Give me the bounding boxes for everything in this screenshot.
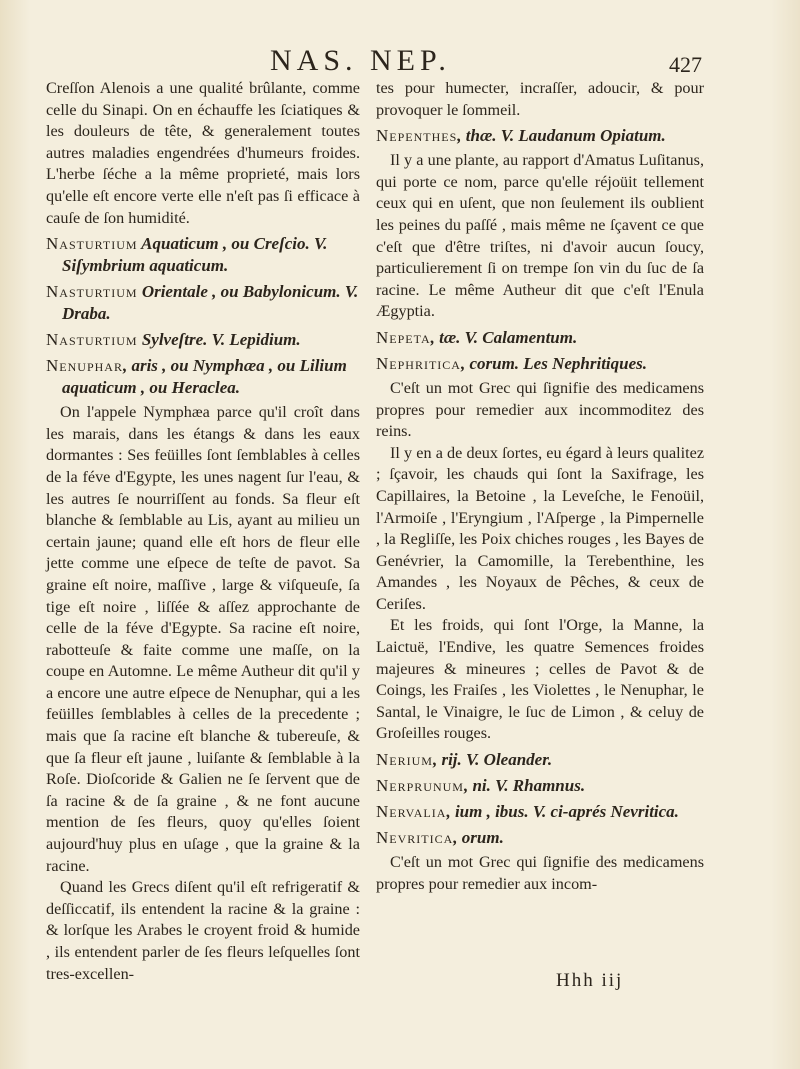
- paragraph: Il y a une plante, au rapport d'Amatus Luſitanus, qui porte ce nom, parce qu'elle réjoüit tellement ceux qui en uſent, que non ſeulement ils oublient les peines du paſſé , mais même ne ſçavent ce que c'eſt que d'être triſtes, ni d'avoir aucun ſoucy, particulierement ſi on trempe ſon vin du ſuc de ſa racine. Le même Autheur dit que c'eſt l'Enula Ægyptia.: [376, 151, 704, 321]
- paragraph: On l'appele Nymphæa parce qu'il croît dans les marais, dans les étangs & dans les eaux dormantes : Ses feüilles ſont ſemblables à celles de la féve d'Egypte, les unes nagent ſur l'eau, & les autres ſe nourriſſent au fonds. Sa fleur eſt blanche & ſemblable au Lis, ayant au milieu un certain jaune; quand elle eſt hors de fleur elle jette comme une eſpece de teſte de pavot. Sa graine eſt noire, maſſive , large & viſqueuſe, ſa tige eſt noire , liſſée & aſſez approchante de celle de la féve d'Egypte. Sa racine eſt noire, rabotteuſe & faite comme une maſſe, on la coupe en Automne. Le même Autheur dit qu'il y a encore une autre eſpece de Nenuphar, qui a les feüilles ſemblables à celles de la precedente ; mais que ſa racine eſt blanche & tubereuſe, & que ſa fleur eſt jaune , luiſante & ſemblable à la Roſe. Dioſcoride & Galien ne ſe ſervent que de ſa racine & de ſa graine , & ne font aucune mention de ſes fleurs, quoy qu'elles ſoient aujourd'huy plus en uſage , que la graine & la racine.: [46, 403, 360, 875]
- paragraph: Il y en a de deux ſortes, eu égard à leurs qualitez ; ſçavoir, les chauds qui ſont la Saxifrage, les Capillaires, la Betoine , la Leveſche, le Fenoüil, l'Armoiſe , l'Eryngium , l'Aſperge , la Pimpernelle , la Regliſſe, les Poix chiches rouges , les Bayes de Genévrier, la Camomille, la Terebenthine, les Amandes , les Noyaux de Pêches, & ceux de Ceriſes.: [376, 443, 704, 613]
- signature-mark: Hhh iij: [556, 970, 624, 991]
- entry-headword: Nasturtium: [46, 330, 138, 350]
- paragraph: Creſſon Alenois a une qualité brûlante, comme celle du Sinapi. On en échauffe les ſciatiques & les douleurs de tête, & generalement toutes autres maladies engendrées d'humeurs froides. L'herbe ſéche a la même proprieté, mais lors qu'elle eſt encore verte elle n'eſt pas ſi efficace à cauſe de ſon humidité.: [46, 79, 360, 227]
- right-column: [376, 78, 704, 895]
- paragraph: tes pour humecter, incraſſer, adoucir, & pour provoquer le ſommeil.: [376, 79, 704, 119]
- paragraph: C'eſt un mot Grec qui ſignifie des medicamens propres pour remedier aux incom-: [376, 853, 704, 893]
- entry-definition: , rij. V. Oleander.: [432, 750, 553, 770]
- entry-headword: Nenuphar: [46, 356, 123, 376]
- entry-headword: Nephritica: [376, 353, 461, 373]
- entry-definition: , orum.: [453, 828, 504, 848]
- paragraph: Quand les Grecs diſent qu'il eſt refrigeratif & deſſiccatif, ils entendent la racine & la graine : & lorſque les Arabes le croyent froid & humide , ils entendent parler de ſes fleurs leſquelles ſont tres-excellen-: [46, 878, 360, 983]
- entry-definition: Orientale , ou Babylonicum. V. Draba.: [62, 282, 359, 324]
- entry-headword: Nevritica: [376, 828, 454, 848]
- running-head: NAS. NEP.: [270, 44, 451, 77]
- dictionary-entry: [376, 801, 704, 823]
- entry-headword: Nasturtium: [46, 234, 138, 254]
- entry-headword: Nervalia: [376, 802, 447, 822]
- entry-definition: Sylveſtre. V. Lepidium.: [137, 330, 301, 350]
- dictionary-entry: [376, 775, 704, 797]
- entry-definition: , ium , ibus. V. ci-aprés Nevritica.: [446, 802, 679, 822]
- dictionary-entry: [376, 749, 704, 771]
- entry-definition: , tæ. V. Calamentum.: [430, 327, 578, 347]
- dictionary-entry: [376, 827, 704, 849]
- dictionary-entry: [46, 233, 360, 277]
- entry-definition: , thæ. V. Laudanum Opiatum.: [457, 126, 666, 146]
- left-column: [46, 78, 360, 985]
- page-number: 427: [669, 52, 702, 77]
- entry-definition: Aquaticum , ou Creſcio. V. Siſymbrium aquaticum.: [62, 234, 328, 276]
- entry-headword: Nepeta: [376, 327, 431, 347]
- dictionary-entry: [376, 353, 704, 375]
- dictionary-entry: [376, 125, 704, 147]
- entry-headword: Nasturtium: [46, 282, 138, 302]
- entry-headword: Nerprunum: [376, 776, 464, 796]
- entry-definition: , corum. Les Nephritiques.: [460, 353, 648, 373]
- paragraph: C'eſt un mot Grec qui ſignifie des medicamens propres pour remedier aux incommoditez des reins.: [376, 378, 704, 441]
- paragraph: Et les froids, qui ſont l'Orge, la Manne, la Laictuë, l'Endive, les quatre Semences froides majeures & mineures ; celles de Pavot & de Coings, les Fraiſes , les Violettes , le Nenuphar, le Santal, le Vinaigre, le ſuc de Limon , & celuy de Groſeilles rouges.: [376, 616, 704, 743]
- entry-definition: , ni. V. Rhamnus.: [463, 776, 586, 796]
- entry-headword: Nerium: [376, 750, 433, 770]
- dictionary-entry: [46, 329, 360, 351]
- entry-definition: , aris , ou Nymphæa , ou Lilium aquaticum , ou Heraclea.: [62, 356, 347, 398]
- dictionary-entry: [46, 281, 360, 325]
- dictionary-entry: [376, 327, 704, 349]
- dictionary-entry: [46, 355, 360, 399]
- entry-headword: Nepenthes: [376, 126, 458, 146]
